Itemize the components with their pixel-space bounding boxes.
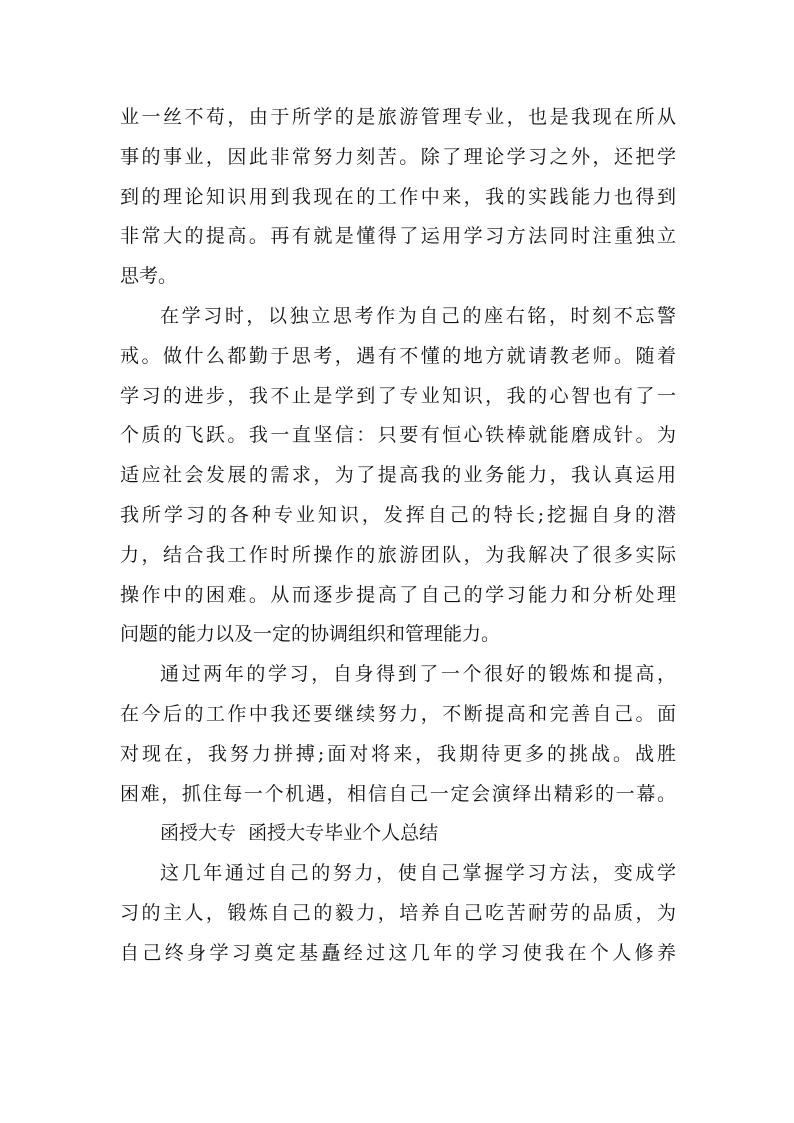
text-line: 戒。做什么都勤于思考，遇有不懂的地方就请教老师。随着 — [120, 344, 676, 367]
text-line: 业一丝不苟，由于所学的是旅游管理专业，也是我现在所从 — [120, 106, 676, 128]
text-line: 在今后的工作中我还要继续努力，不断提高和完善自己。面 — [120, 702, 676, 725]
text-line: 思考。 — [120, 265, 178, 288]
text-line: 操作中的困难。从而逐步提高了自己的学习能力和分析处理 — [120, 583, 676, 606]
paragraph-first-line: 在学习时，以独立思考作为自己的座右铭，时刻不忘警 — [160, 304, 676, 327]
text-line: 我所学习的各种专业知识，发挥自己的特长;挖掘自身的潜 — [120, 503, 676, 526]
text-line: 学习的进步，我不止是学到了专业知识，我的心智也有了一 — [120, 384, 676, 407]
document-body — [120, 98, 676, 974]
section-heading: 函授大专 函授大专毕业个人总结 — [160, 822, 439, 845]
paragraph-first-line: 这几年通过自己的努力，使自己掌握学习方法，变成学 — [160, 862, 676, 885]
text-line: 对现在，我努力拼搏;面对将来，我期待更多的挑战。战胜 — [120, 742, 676, 765]
text-line: 个质的飞跃。我一直坚信：只要有恒心铁棒就能磨成针。为 — [120, 424, 676, 447]
text-line: 适应社会发展的需求，为了提高我的业务能力，我认真运用 — [120, 464, 676, 487]
text-line: 问题的能力以及一定的协调组织和管理能力。 — [120, 623, 501, 646]
text-line: 事的事业，因此非常努力刻苦。除了理论学习之外，还把学 — [120, 145, 676, 168]
text-line: 困难，抓住每一个机遇，相信自己一定会演绎出精彩的一幕。 — [120, 782, 676, 805]
text-line: 自己终身学习奠定基矗经过这几年的学习使我在个人修养 — [120, 941, 676, 964]
text-line: 非常大的提高。再有就是懂得了运用学习方法同时注重独立 — [120, 225, 676, 248]
text-line: 力，结合我工作时所操作的旅游团队，为我解决了很多实际 — [120, 543, 676, 566]
text-line: 到的理论知识用到我现在的工作中来，我的实践能力也得到 — [120, 185, 676, 208]
paragraph-first-line: 通过两年的学习，自身得到了一个很好的锻炼和提高， — [160, 663, 676, 686]
text-line: 习的主人，锻炼自己的毅力，培养自己吃苦耐劳的品质，为 — [120, 901, 676, 924]
